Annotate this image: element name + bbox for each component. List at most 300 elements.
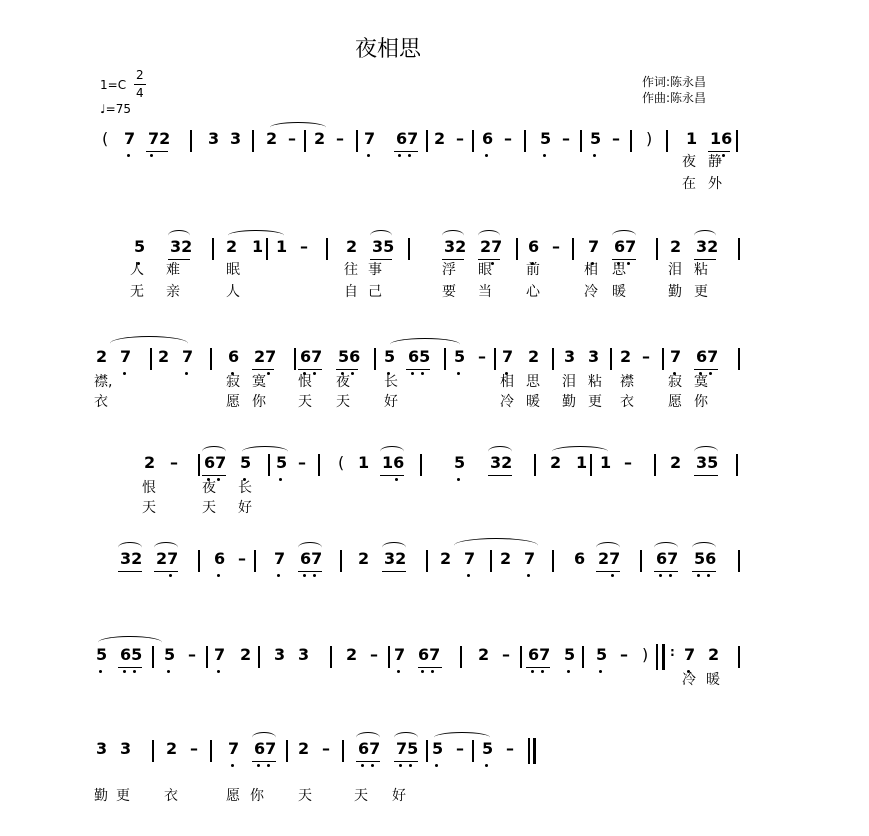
- note: –: [612, 129, 620, 148]
- slur-arc: [442, 230, 464, 241]
- slur-arc: [478, 230, 500, 241]
- tie-arc: [552, 446, 608, 457]
- note: 5: [96, 645, 108, 664]
- barline: [420, 454, 422, 476]
- slur-arc: [118, 542, 142, 553]
- lyric: 往: [344, 262, 358, 278]
- note: 72: [148, 129, 171, 148]
- note: 6: [228, 347, 240, 366]
- low-octave-dot: [409, 764, 412, 767]
- barline: [640, 550, 642, 572]
- barline: [630, 130, 632, 152]
- barline: [654, 454, 656, 476]
- note: 7: [120, 347, 132, 366]
- note: 2: [298, 739, 310, 758]
- note: 27: [156, 549, 179, 568]
- lyric: 己: [368, 284, 382, 300]
- low-octave-dot: [398, 154, 401, 157]
- barline: [150, 348, 152, 370]
- lyric: 浮: [442, 262, 456, 278]
- note: –: [624, 453, 632, 472]
- eighth-underline: [154, 571, 178, 572]
- eighth-underline: [526, 667, 550, 668]
- lyric: 更: [588, 394, 602, 410]
- low-octave-dot: [150, 154, 153, 157]
- eighth-underline: [382, 571, 406, 572]
- note: 5: [596, 645, 608, 664]
- note: 27: [254, 347, 277, 366]
- lyric: 心: [526, 284, 540, 300]
- lyric: 暖: [612, 284, 626, 300]
- note: –: [456, 129, 464, 148]
- lyric: 静: [708, 154, 722, 170]
- barline: [590, 454, 592, 476]
- lyric: 天: [298, 394, 312, 410]
- low-octave-dot: [267, 372, 270, 375]
- low-octave-dot: [457, 478, 460, 481]
- slur-arc: [202, 446, 226, 457]
- barline: [258, 646, 260, 668]
- note: –: [288, 129, 296, 148]
- low-octave-dot: [485, 154, 488, 157]
- note: 2: [158, 347, 170, 366]
- eighth-underline: [406, 369, 430, 370]
- low-octave-dot: [627, 262, 630, 265]
- lyric: 衣: [164, 788, 178, 804]
- note: 35: [696, 453, 719, 472]
- eighth-underline: [394, 151, 418, 152]
- note: 67: [300, 549, 323, 568]
- lyric: 夜: [202, 480, 216, 496]
- note: 5: [540, 129, 552, 148]
- slur-arc: [252, 732, 276, 743]
- barline: [318, 454, 320, 476]
- slur-arc: [382, 542, 406, 553]
- note: 32: [384, 549, 407, 568]
- eighth-underline: [694, 475, 718, 476]
- barline: [294, 348, 296, 370]
- barline: [666, 130, 668, 152]
- note: 3: [120, 739, 132, 758]
- lyric: 人: [226, 284, 240, 300]
- note: 5: [564, 645, 576, 664]
- note: (: [338, 453, 345, 472]
- low-octave-dot: [421, 372, 424, 375]
- slur-arc: [692, 542, 716, 553]
- low-octave-dot: [217, 670, 220, 673]
- note: 5: [454, 347, 466, 366]
- low-octave-dot: [669, 574, 672, 577]
- note: 6: [214, 549, 226, 568]
- note: 1: [276, 237, 288, 256]
- lyric: 冷: [682, 672, 696, 688]
- barline: [286, 740, 288, 762]
- note: 75: [396, 739, 419, 758]
- barline: [738, 348, 740, 370]
- barline: [580, 130, 582, 152]
- barline: [520, 646, 522, 668]
- lyric: 天: [336, 394, 350, 410]
- lyric: 好: [384, 394, 398, 410]
- lyric: 更: [116, 788, 130, 804]
- barline: [342, 740, 344, 762]
- note: 1: [252, 237, 264, 256]
- lyric: 暖: [526, 394, 540, 410]
- note: 3: [298, 645, 310, 664]
- note: 5: [590, 129, 602, 148]
- note: 2: [708, 645, 720, 664]
- note: 2: [346, 645, 358, 664]
- lyric: 相: [584, 262, 598, 278]
- low-octave-dot: [709, 372, 712, 375]
- time-signature-line: [134, 84, 146, 85]
- note: –: [336, 129, 344, 148]
- barline: [330, 646, 332, 668]
- note: 35: [372, 237, 395, 256]
- tie-arc: [228, 230, 284, 241]
- note: 67: [300, 347, 323, 366]
- low-octave-dot: [421, 670, 424, 673]
- slur-arc: [98, 636, 162, 649]
- low-octave-dot: [277, 574, 280, 577]
- low-octave-dot: [313, 372, 316, 375]
- note: –: [190, 739, 198, 758]
- note: 2: [314, 129, 326, 148]
- song-title: 夜相思: [355, 37, 422, 62]
- barline: [206, 646, 208, 668]
- barline: [516, 238, 518, 260]
- note: 27: [598, 549, 621, 568]
- tempo-marking: [100, 102, 131, 116]
- eighth-underline: [694, 369, 718, 370]
- note: 1: [576, 453, 588, 472]
- note: –: [456, 739, 464, 758]
- note: 67: [418, 645, 441, 664]
- low-octave-dot: [599, 670, 602, 673]
- low-octave-dot: [123, 670, 126, 673]
- low-octave-dot: [431, 670, 434, 673]
- note: –: [170, 453, 178, 472]
- low-octave-dot: [127, 154, 130, 157]
- lyric: 恨: [142, 480, 156, 496]
- low-octave-dot: [467, 574, 470, 577]
- low-octave-dot: [411, 372, 414, 375]
- note: –: [502, 645, 510, 664]
- lyric: 你: [252, 394, 266, 410]
- low-octave-dot: [611, 574, 614, 577]
- note: 7: [182, 347, 194, 366]
- barline: [582, 646, 584, 668]
- barline: [210, 348, 212, 370]
- slur-arc: [154, 542, 178, 553]
- lyric: 泪: [562, 374, 576, 390]
- barline: [304, 130, 306, 152]
- lyric: 更: [694, 284, 708, 300]
- note: –: [562, 129, 570, 148]
- slur-arc: [394, 732, 418, 743]
- note: –: [370, 645, 378, 664]
- low-octave-dot: [257, 764, 260, 767]
- barline: [356, 130, 358, 152]
- lyric: 暖: [706, 672, 720, 688]
- barline: [552, 348, 554, 370]
- lyric: 寂: [668, 374, 682, 390]
- note: 2: [96, 347, 108, 366]
- barline: [152, 740, 154, 762]
- eighth-underline: [442, 259, 464, 260]
- note: –: [478, 347, 486, 366]
- low-octave-dot: [123, 372, 126, 375]
- barline: [152, 646, 154, 668]
- eighth-underline: [336, 369, 358, 370]
- barline: [426, 550, 428, 572]
- barline: [190, 130, 192, 152]
- note: 5: [384, 347, 396, 366]
- note: 1: [686, 129, 698, 148]
- note: 7: [524, 549, 536, 568]
- barline: [736, 454, 738, 476]
- lyric: 长: [384, 374, 398, 390]
- note: 27: [480, 237, 503, 256]
- low-octave-dot: [231, 764, 234, 767]
- lyric: 冷: [584, 284, 598, 300]
- slur-arc: [298, 542, 322, 553]
- eighth-underline: [596, 571, 620, 572]
- lyric: 勤: [562, 394, 576, 410]
- low-octave-dot: [303, 574, 306, 577]
- lyric: 好: [238, 500, 252, 516]
- lyric: 愿: [226, 788, 240, 804]
- note: –: [506, 739, 514, 758]
- note: –: [642, 347, 650, 366]
- note: 67: [696, 347, 719, 366]
- lyric: 泪: [668, 262, 682, 278]
- lyric: 亲: [166, 284, 180, 300]
- note: 2: [166, 739, 178, 758]
- tie-arc: [270, 122, 326, 133]
- note: 56: [694, 549, 717, 568]
- eighth-underline: [168, 259, 190, 260]
- note: 56: [338, 347, 361, 366]
- note: 2: [478, 645, 490, 664]
- lyric: 思: [526, 374, 540, 390]
- note: –: [300, 237, 308, 256]
- lyric: 相: [500, 374, 514, 390]
- slur-arc: [390, 338, 460, 351]
- lyric: 冷: [500, 394, 514, 410]
- note: –: [238, 549, 246, 568]
- tie-arc: [454, 538, 538, 553]
- note: 32: [170, 237, 193, 256]
- barline: [254, 550, 256, 572]
- barline: [738, 238, 740, 260]
- barline: [524, 130, 526, 152]
- eighth-underline: [146, 151, 168, 152]
- barline: [210, 740, 212, 762]
- eighth-underline: [394, 761, 418, 762]
- lyric: 你: [250, 788, 264, 804]
- eighth-underline: [298, 571, 322, 572]
- note: 67: [204, 453, 227, 472]
- slur-arc: [694, 230, 716, 241]
- lyric: 恨: [298, 374, 312, 390]
- eighth-underline: [118, 571, 142, 572]
- eighth-underline: [252, 761, 276, 762]
- credits: [642, 74, 706, 106]
- note: 5: [482, 739, 494, 758]
- note: 1: [600, 453, 612, 472]
- lyric: 寞: [694, 374, 708, 390]
- note: 2: [266, 129, 278, 148]
- note: 32: [696, 237, 719, 256]
- slur-arc: [370, 230, 392, 241]
- low-octave-dot: [395, 478, 398, 481]
- low-octave-dot: [531, 670, 534, 673]
- barline: [212, 238, 214, 260]
- note: 16: [382, 453, 405, 472]
- eighth-underline: [298, 369, 322, 370]
- note: 7: [670, 347, 682, 366]
- lyric: 天: [298, 788, 312, 804]
- lyric: 天: [354, 788, 368, 804]
- lyric: 难: [166, 262, 180, 278]
- low-octave-dot: [169, 574, 172, 577]
- note: 67: [254, 739, 277, 758]
- note: 32: [490, 453, 513, 472]
- note: –: [552, 237, 560, 256]
- lyric: 勤: [668, 284, 682, 300]
- low-octave-dot: [167, 670, 170, 673]
- barline: [736, 130, 738, 152]
- lyric: 人: [130, 262, 144, 278]
- note: 7: [124, 129, 136, 148]
- barline: [340, 550, 342, 572]
- eighth-underline: [370, 259, 392, 260]
- note: 65: [408, 347, 431, 366]
- eighth-underline: [694, 259, 716, 260]
- lyric: 前: [526, 262, 540, 278]
- note: 16: [710, 129, 733, 148]
- lyric: 要: [442, 284, 456, 300]
- low-octave-dot: [217, 478, 220, 481]
- slur-arc: [356, 732, 380, 743]
- eighth-underline: [118, 667, 142, 668]
- eighth-underline: [380, 475, 404, 476]
- note: 7: [502, 347, 514, 366]
- barline: [326, 238, 328, 260]
- low-octave-dot: [185, 372, 188, 375]
- slur-arc: [488, 446, 512, 457]
- barline: [472, 130, 474, 152]
- eighth-underline: [708, 151, 730, 152]
- note: 5: [276, 453, 288, 472]
- note: 2: [670, 237, 682, 256]
- eighth-underline: [356, 761, 380, 762]
- lyric: 寞: [252, 374, 266, 390]
- note: –: [188, 645, 196, 664]
- note: 2: [620, 347, 632, 366]
- low-octave-dot: [593, 154, 596, 157]
- slur-arc: [380, 446, 404, 457]
- lyric: 长: [238, 480, 252, 496]
- barline: [374, 348, 376, 370]
- low-octave-dot: [659, 574, 662, 577]
- note: 65: [120, 645, 143, 664]
- barline: [490, 550, 492, 572]
- note: 7: [684, 645, 696, 664]
- repeat-dots-icon: :: [670, 645, 675, 659]
- note: 67: [656, 549, 679, 568]
- lyric: 襟: [620, 374, 634, 390]
- note: 2: [226, 237, 238, 256]
- low-octave-dot: [485, 764, 488, 767]
- note: 7: [364, 129, 376, 148]
- barline: [534, 454, 536, 476]
- note: 3: [274, 645, 286, 664]
- low-octave-dot: [367, 154, 370, 157]
- note: 32: [444, 237, 467, 256]
- note: 3: [588, 347, 600, 366]
- low-octave-dot: [457, 372, 460, 375]
- time-signature-numerator: 2: [136, 68, 144, 82]
- barline: [738, 550, 740, 572]
- final-barline-thick: [533, 738, 536, 764]
- time-signature-denominator: 4: [136, 86, 144, 100]
- barline: [738, 646, 740, 668]
- low-octave-dot: [371, 764, 374, 767]
- repeat-barline-thin: [656, 644, 658, 670]
- eighth-underline: [252, 369, 274, 370]
- barline: [198, 550, 200, 572]
- lyric: 好: [392, 788, 406, 804]
- note: 2: [434, 129, 446, 148]
- note: 32: [120, 549, 143, 568]
- low-octave-dot: [397, 670, 400, 673]
- eighth-underline: [418, 667, 442, 668]
- note: 5: [164, 645, 176, 664]
- slur-arc: [612, 230, 636, 241]
- barline: [552, 550, 554, 572]
- lyric: 粘: [694, 262, 708, 278]
- note: ): [642, 645, 649, 664]
- eighth-underline: [488, 475, 512, 476]
- low-octave-dot: [408, 154, 411, 157]
- final-barline-thin: [528, 738, 530, 764]
- note: 3: [208, 129, 220, 148]
- low-octave-dot: [279, 478, 282, 481]
- barline: [426, 740, 428, 762]
- barline: [388, 646, 390, 668]
- note: 5: [134, 237, 146, 256]
- barline: [426, 130, 428, 152]
- barline: [268, 454, 270, 476]
- note: 7: [394, 645, 406, 664]
- low-octave-dot: [361, 764, 364, 767]
- note: 67: [358, 739, 381, 758]
- lyric: 粘: [588, 374, 602, 390]
- low-octave-dot: [217, 574, 220, 577]
- note: –: [504, 129, 512, 148]
- note: ): [646, 129, 653, 148]
- eighth-underline: [478, 259, 500, 260]
- slur-arc: [694, 446, 718, 457]
- barline: [662, 348, 664, 370]
- lyric: 衣: [94, 394, 108, 410]
- barline: [408, 238, 410, 260]
- lyric: 夜: [336, 374, 350, 390]
- note: 7: [228, 739, 240, 758]
- note: 5: [240, 453, 252, 472]
